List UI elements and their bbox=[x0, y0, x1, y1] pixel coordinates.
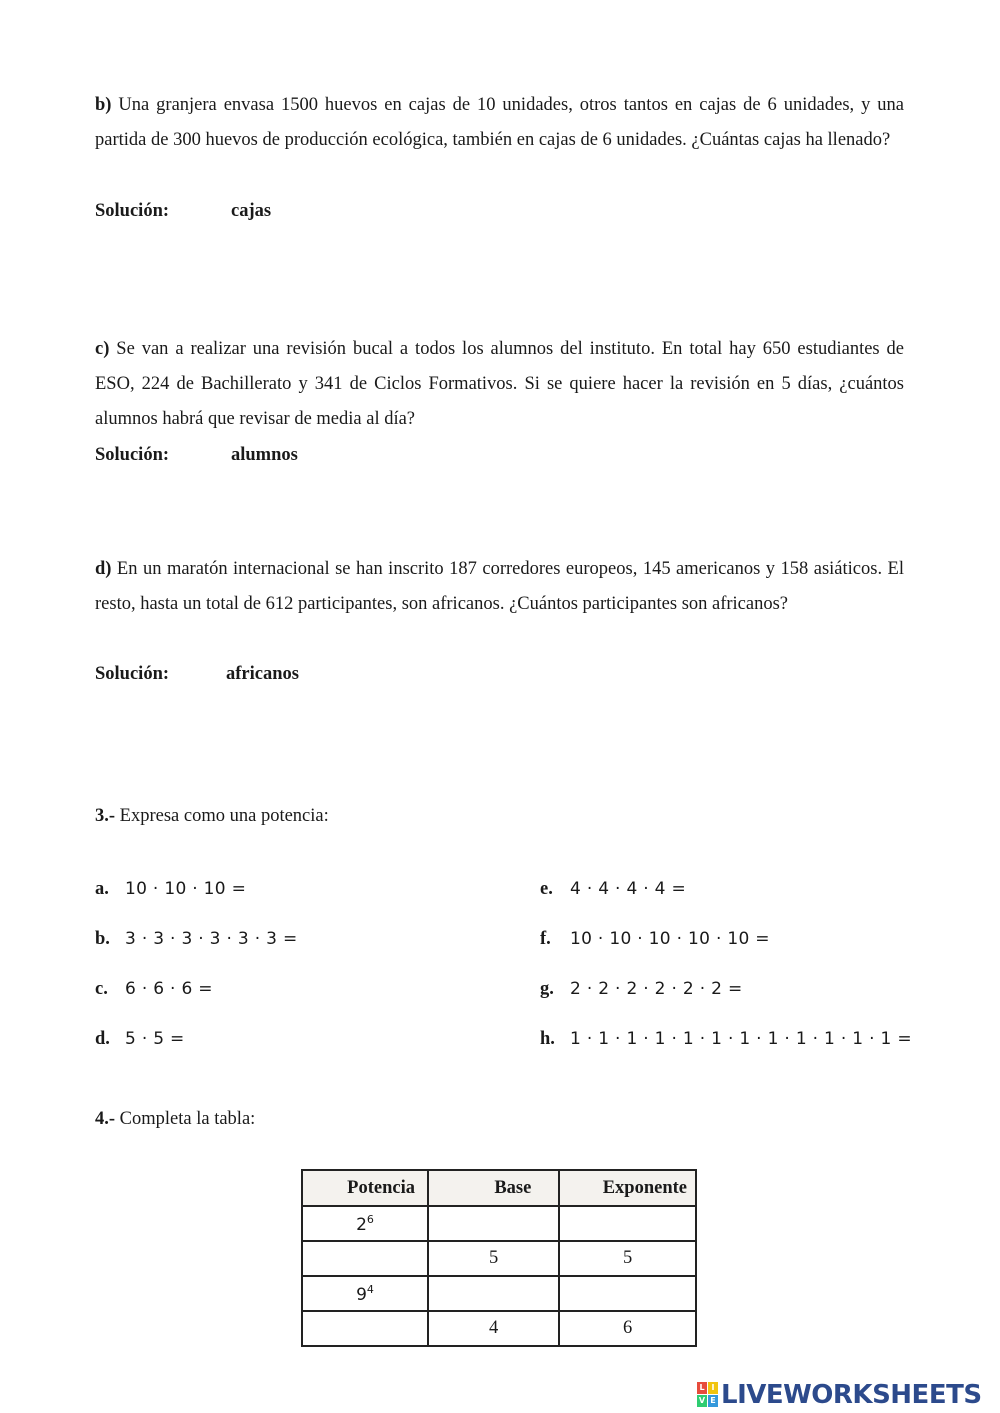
exercise-number: 3.- bbox=[95, 806, 116, 826]
problem-d bbox=[95, 552, 904, 622]
solution-d bbox=[95, 664, 299, 685]
item-label: h. bbox=[540, 1029, 555, 1049]
solution-unit: cajas bbox=[231, 201, 272, 221]
problem-b bbox=[95, 88, 904, 158]
logo-letter: I bbox=[708, 1382, 718, 1394]
expr-item-b bbox=[95, 929, 298, 950]
cell-potencia[interactable] bbox=[302, 1241, 428, 1276]
cell-base[interactable] bbox=[428, 1276, 559, 1311]
table-header-row bbox=[302, 1170, 696, 1206]
problem-tag: b) bbox=[95, 95, 112, 115]
expr-item-d bbox=[95, 1029, 185, 1050]
problem-tag: d) bbox=[95, 559, 112, 579]
problem-text: Una granjera envasa 1500 huevos en cajas de 10 unidades, otros tantos en cajas de 6 unidades, y una partida de 300 huevos de producción ecológica, también en cajas de 6 unidades. ¿Cuántas cajas ha llenado? bbox=[95, 95, 904, 150]
problem-c bbox=[95, 332, 904, 437]
power-base: 9 bbox=[356, 1284, 367, 1305]
item-expression: 5 · 5 = bbox=[125, 1029, 185, 1049]
expr-item-f bbox=[540, 929, 770, 950]
header-exponente: Exponente bbox=[559, 1170, 696, 1206]
item-label: g. bbox=[540, 979, 554, 999]
table-row bbox=[302, 1311, 696, 1346]
problem-text: Se van a realizar una revisión bucal a todos los alumnos del instituto. En total hay 650 estudiantes de ESO, 224 de Bachillerato y 341 de Ciclos Formativos. Si se quiere hacer la revisión en 5 días, ¿cuántos alumnos habrá que revisar de media al día? bbox=[95, 339, 904, 429]
liveworksheets-logo bbox=[697, 1380, 982, 1410]
exercise-title: Expresa como una potencia: bbox=[115, 806, 329, 826]
exercise-4-heading bbox=[95, 1109, 255, 1130]
logo-letter: V bbox=[698, 1396, 706, 1405]
expr-item-c bbox=[95, 979, 213, 1000]
power-exponent: 6 bbox=[366, 1212, 374, 1226]
item-label: d. bbox=[95, 1029, 110, 1049]
table-row bbox=[302, 1206, 696, 1241]
cell-potencia[interactable] bbox=[302, 1311, 428, 1346]
cell-potencia[interactable] bbox=[302, 1206, 428, 1241]
logo-letter: E bbox=[708, 1395, 718, 1407]
table-row bbox=[302, 1276, 696, 1311]
solution-c bbox=[95, 445, 298, 466]
header-base: Base bbox=[428, 1170, 559, 1206]
solution-label: Solución: bbox=[95, 201, 170, 221]
solution-label: Solución: bbox=[95, 445, 170, 465]
cell-base: 5 bbox=[428, 1241, 559, 1276]
item-label: f. bbox=[540, 929, 551, 949]
cell-potencia bbox=[302, 1276, 428, 1311]
item-expression: 1 · 1 · 1 · 1 · 1 · 1 · 1 · 1 · 1 · 1 · 1 · 1 = bbox=[570, 1029, 912, 1049]
item-expression: 4 · 4 · 4 · 4 = bbox=[570, 879, 687, 899]
item-label: a. bbox=[95, 879, 109, 899]
item-expression: 2 · 2 · 2 · 2 · 2 · 2 = bbox=[570, 979, 743, 999]
cell-base: 4 bbox=[428, 1311, 559, 1346]
problem-text: En un maratón internacional se han inscrito 187 corredores europeos, 145 americanos y 158 asiáticos. El resto, hasta un total de 612 participantes, son africanos. ¿Cuántos participantes son africanos? bbox=[95, 559, 904, 614]
solution-label: Solución: bbox=[95, 664, 170, 684]
expr-item-a bbox=[95, 879, 246, 900]
solution-unit: africanos bbox=[226, 664, 299, 684]
cell-exponente: 6 bbox=[559, 1311, 696, 1346]
item-expression: 6 · 6 · 6 = bbox=[125, 979, 213, 999]
cell-exponente[interactable] bbox=[559, 1276, 696, 1311]
problem-tag: c) bbox=[95, 339, 110, 359]
logo-letter: L bbox=[697, 1382, 707, 1394]
powers-table bbox=[301, 1169, 697, 1347]
exercise-title: Completa la tabla: bbox=[115, 1109, 256, 1129]
header-potencia: Potencia bbox=[302, 1170, 428, 1206]
cell-exponente[interactable] bbox=[559, 1206, 696, 1241]
item-label: c. bbox=[95, 979, 108, 999]
exercise-3-heading bbox=[95, 806, 329, 827]
table-row bbox=[302, 1241, 696, 1276]
item-expression: 3 · 3 · 3 · 3 · 3 · 3 = bbox=[125, 929, 298, 949]
cell-base[interactable] bbox=[428, 1206, 559, 1241]
cell-exponente: 5 bbox=[559, 1241, 696, 1276]
exercise-number: 4.- bbox=[95, 1109, 116, 1129]
item-label: e. bbox=[540, 879, 553, 899]
expr-item-h bbox=[540, 1029, 912, 1050]
item-expression: 10 · 10 · 10 · 10 · 10 = bbox=[570, 929, 770, 949]
solution-b bbox=[95, 201, 272, 222]
brand-text: LIVEWORKSHEETS bbox=[721, 1380, 982, 1410]
power-base: 2 bbox=[356, 1214, 367, 1235]
logo-icon bbox=[697, 1382, 719, 1408]
expr-item-g bbox=[540, 979, 743, 1000]
solution-unit: alumnos bbox=[231, 445, 298, 465]
expr-item-e bbox=[540, 879, 686, 900]
item-expression: 10 · 10 · 10 = bbox=[125, 879, 247, 899]
item-label: b. bbox=[95, 929, 110, 949]
power-exponent: 4 bbox=[366, 1282, 374, 1296]
